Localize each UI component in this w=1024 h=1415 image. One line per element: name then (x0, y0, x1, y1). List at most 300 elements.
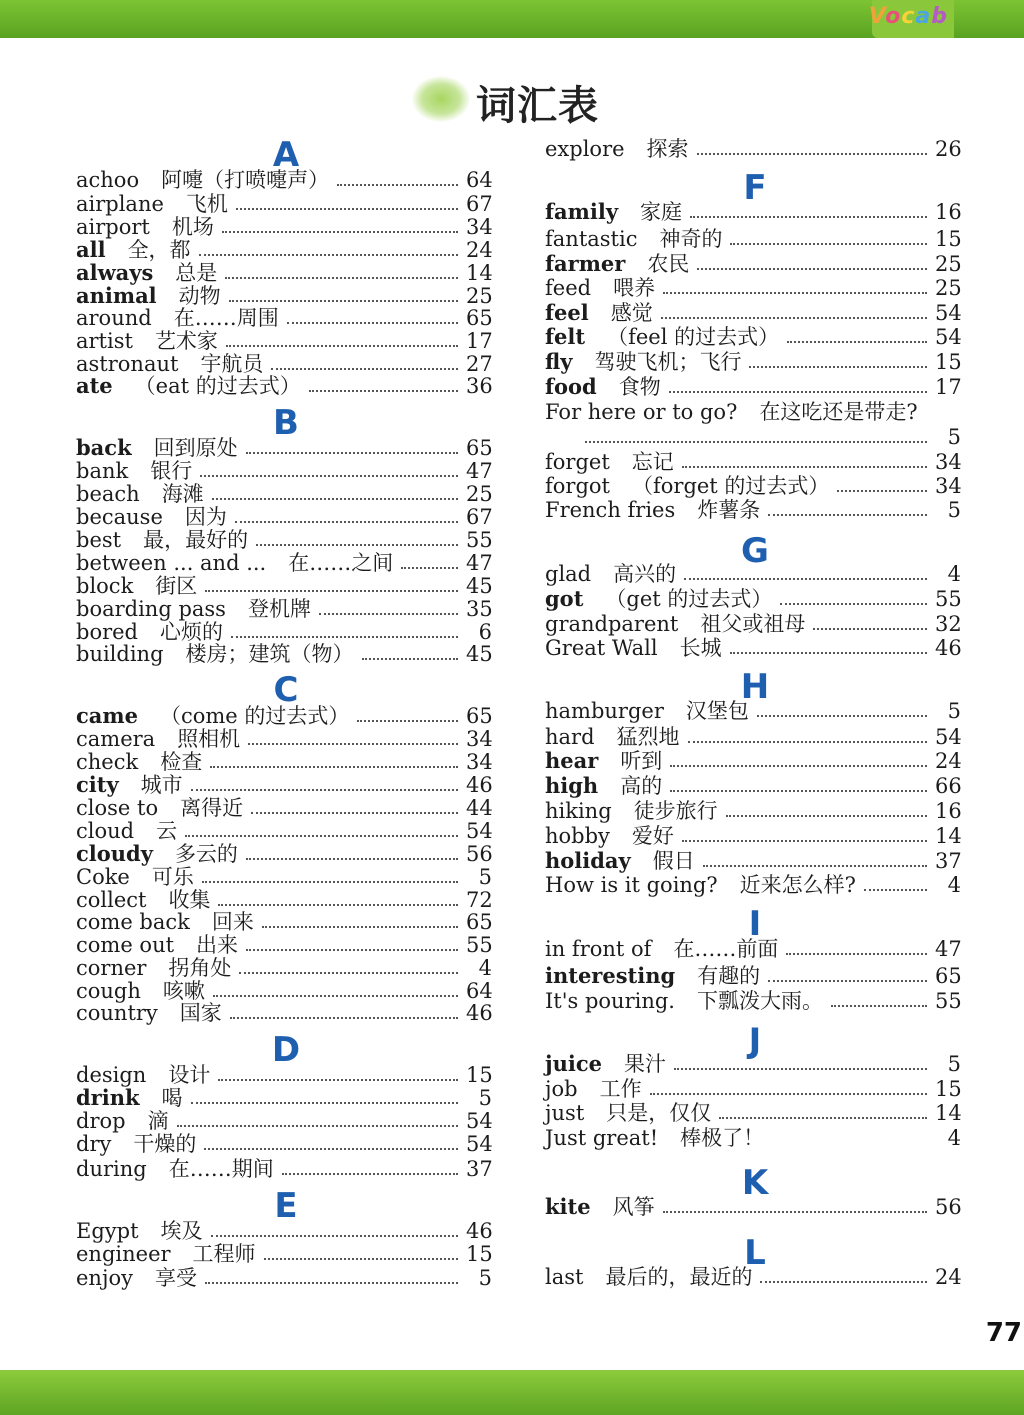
dot-leader (248, 743, 458, 745)
dot-leader (669, 391, 927, 393)
glossary-entry (545, 1126, 961, 1150)
glossary-entry (545, 1195, 961, 1219)
entry-word: Just great! (545, 1126, 659, 1150)
entry-word: during (76, 1157, 147, 1181)
section-letter: K (741, 1163, 769, 1203)
entry-page-number: 5 (947, 1052, 961, 1076)
entry-translation: （feel 的过去式） (607, 325, 780, 349)
entry-word: came (76, 703, 138, 728)
entry-page-number: 47 (466, 551, 493, 575)
dot-leader (199, 254, 458, 256)
dot-leader (337, 184, 458, 186)
entry-translation: 农民 (647, 252, 690, 276)
glossary-entry (545, 749, 961, 773)
glossary-entry (545, 474, 961, 498)
glossary-entry (76, 888, 492, 912)
glossary-entry (76, 352, 492, 376)
entry-translation: 在……之间 (288, 551, 394, 575)
glossary-entry (76, 1063, 492, 1087)
dot-leader (204, 1148, 458, 1150)
entry-page-number: 15 (935, 350, 962, 374)
entry-page-number: 15 (466, 1242, 493, 1266)
bottom-banner (0, 1370, 1024, 1415)
entry-translation: （forget 的过去式） (631, 474, 830, 498)
entry-translation: 登机牌 (247, 597, 311, 621)
series-logo: Vocab (868, 4, 948, 29)
entry-word: around (76, 306, 152, 330)
glossary-entry (76, 704, 492, 728)
entry-translation: 阿嚏（打喷嚏声） (161, 168, 330, 192)
entry-word: beach (76, 482, 140, 506)
entry-translation: 总是 (175, 261, 218, 285)
section-letter: B (273, 403, 299, 443)
entry-page-number: 65 (466, 910, 493, 934)
entry-page-number: 55 (466, 528, 493, 552)
glossary-entry (545, 799, 961, 823)
glossary-entry (545, 612, 961, 636)
entry-translation: 听到 (620, 749, 663, 773)
entry-translation: 探索 (646, 137, 689, 161)
entry-word: family (545, 199, 619, 224)
glossary-entry (76, 482, 492, 506)
entry-word: always (76, 260, 154, 285)
entry-word: feel (545, 300, 589, 325)
entry-translation: 滴 (147, 1109, 169, 1133)
dot-leader (239, 972, 458, 974)
entry-word: best (76, 528, 122, 552)
dot-leader (225, 277, 458, 279)
entry-word: animal (76, 283, 157, 308)
entry-word: kite (545, 1194, 591, 1219)
entry-word: drink (76, 1085, 140, 1110)
section-letter: A (272, 135, 300, 175)
entry-page-number: 25 (466, 284, 493, 308)
entry-page-number: 46 (466, 1219, 493, 1243)
entry-word: job (545, 1077, 578, 1101)
glossary-entry (76, 528, 492, 552)
glossary-entry (545, 200, 961, 224)
entry-translation: 埃及 (160, 1219, 203, 1243)
entry-page-number: 24 (466, 238, 493, 262)
glossary-entry (76, 642, 492, 666)
dot-leader (661, 317, 927, 319)
entry-translation: （eat 的过去式） (134, 374, 301, 398)
entry-translation: 在……周围 (173, 306, 279, 330)
entry-page-number: 55 (466, 933, 493, 957)
entry-translation: 忘记 (631, 450, 674, 474)
glossary-entry (545, 1077, 961, 1101)
dot-leader (213, 995, 458, 997)
entry-translation: 有趣的 (697, 964, 761, 988)
entry-page-number: 65 (466, 306, 493, 330)
entry-translation: 假日 (652, 849, 695, 873)
glossary-entry (545, 562, 961, 586)
dot-leader (682, 840, 927, 842)
entry-page-number: 65 (466, 436, 493, 460)
glossary-entry (545, 498, 961, 522)
dot-leader (650, 1093, 927, 1095)
entry-word: building (76, 642, 164, 666)
glossary-entry (76, 551, 492, 575)
dot-leader (688, 741, 927, 743)
entry-translation: （get 的过去式） (605, 587, 773, 611)
entry-word: airport (76, 215, 150, 239)
glossary-entry (76, 436, 492, 460)
dot-leader (357, 720, 458, 722)
glossary-entry (76, 910, 492, 934)
entry-translation: 驾驶飞机；飞行 (594, 350, 742, 374)
entry-translation: 最，最好的 (143, 528, 249, 552)
entry-translation: 炸薯条 (697, 498, 761, 522)
dot-leader (787, 341, 927, 343)
entry-translation: 因为 (184, 505, 227, 529)
entry-word: grandparent (545, 612, 679, 636)
glossary-entry (76, 1132, 492, 1156)
entry-word: ate (76, 373, 113, 398)
glossary-entry (76, 168, 492, 192)
dot-leader (864, 889, 927, 891)
entry-word: in front of (545, 937, 652, 961)
section-letter: I (748, 904, 762, 944)
glossary-entry (76, 1001, 492, 1025)
glossary-entry (545, 227, 961, 251)
entry-page-number: 67 (466, 192, 493, 216)
entry-page-number: 5 (478, 865, 492, 889)
entry-translation: 楼房；建筑（物） (185, 642, 354, 666)
entry-page-number: 5 (478, 1266, 492, 1290)
entry-translation: 艺术家 (154, 329, 218, 353)
section-letter: L (744, 1233, 766, 1273)
entry-page-number: 64 (466, 979, 493, 1003)
entry-page-number: 44 (466, 796, 493, 820)
dot-leader (226, 345, 458, 347)
glossary-entry (76, 329, 492, 353)
entry-word: check (76, 750, 139, 774)
entry-page-number: 54 (466, 1132, 493, 1156)
entry-page-number: 35 (466, 597, 493, 621)
dot-leader (212, 498, 458, 500)
glossary-entry (76, 574, 492, 598)
entry-word: holiday (545, 848, 631, 873)
entry-word: feed (545, 276, 592, 300)
glossary-entry (76, 727, 492, 751)
dot-leader (319, 613, 458, 615)
entry-word: explore (545, 137, 625, 161)
entry-page-number: 4 (947, 562, 961, 586)
dot-leader (271, 368, 458, 370)
entry-word: fly (545, 349, 573, 374)
entry-translation: 飞机 (185, 192, 228, 216)
dot-leader (256, 544, 458, 546)
entry-translation: 家庭 (640, 200, 683, 224)
entry-page-number: 5 (947, 699, 961, 723)
dot-leader (703, 865, 927, 867)
entry-page-number: 25 (935, 252, 962, 276)
glossary-entry (545, 137, 961, 161)
entry-translation: 机场 (171, 215, 214, 239)
glossary-entry (545, 774, 961, 798)
entry-word: Egypt (76, 1219, 139, 1243)
dot-leader (786, 953, 927, 955)
glossary-entry (76, 842, 492, 866)
entry-word: fantastic (545, 227, 638, 251)
entry-translation: 在……前面 (673, 937, 779, 961)
glossary-entry (545, 725, 961, 749)
glossary-entry (76, 1242, 492, 1266)
entry-translation: 在这吃还是带走? (759, 400, 918, 424)
dot-leader (780, 603, 927, 605)
entry-word: hard (545, 725, 595, 749)
section-letter: F (743, 168, 767, 208)
dot-leader (264, 1258, 458, 1260)
entry-translation: 食物 (618, 375, 661, 399)
dot-leader (749, 366, 927, 368)
dot-leader (218, 1079, 458, 1081)
glossary-entry (545, 252, 961, 276)
entry-page-number: 72 (466, 888, 493, 912)
dot-leader (309, 390, 458, 392)
entry-word: achoo (76, 168, 140, 192)
section-letter: D (271, 1030, 301, 1070)
entry-page-number: 16 (935, 799, 962, 823)
dot-leader (684, 578, 927, 580)
glossary-entry (76, 750, 492, 774)
entry-translation: 工程师 (192, 1242, 256, 1266)
entry-page-number: 25 (466, 482, 493, 506)
section-letter: J (748, 1021, 762, 1061)
dot-leader (205, 1282, 458, 1284)
glossary-entry (76, 284, 492, 308)
dot-leader (362, 658, 458, 660)
dot-leader (730, 652, 927, 654)
glossary-entry (76, 459, 492, 483)
glossary-entry (545, 937, 961, 961)
entry-page-number: 32 (935, 612, 962, 636)
entry-word: bored (76, 620, 138, 644)
entry-word: between ... and ... (76, 551, 267, 575)
entry-translation: 离得近 (180, 796, 244, 820)
glossary-entry (545, 1265, 961, 1289)
entry-page-number: 64 (466, 168, 493, 192)
entry-page-number: 24 (935, 1265, 962, 1289)
dot-leader (202, 881, 458, 883)
glossary-entry (545, 450, 961, 474)
entry-page-number: 5 (478, 1086, 492, 1110)
dot-leader (768, 980, 927, 982)
glossary-entry (545, 350, 961, 374)
entry-word: last (545, 1265, 584, 1289)
entry-page-number: 17 (935, 375, 962, 399)
entry-page-number: 54 (935, 301, 962, 325)
entry-page-number: 34 (466, 750, 493, 774)
dot-leader (218, 904, 458, 906)
entry-word: astronaut (76, 352, 179, 376)
entry-word: forget (545, 450, 610, 474)
entry-word: corner (76, 956, 147, 980)
entry-page-number: 65 (935, 964, 962, 988)
title-block (412, 70, 632, 130)
entry-translation: 在……期间 (168, 1157, 274, 1181)
dot-leader (246, 858, 458, 860)
dot-leader (768, 514, 927, 516)
entry-page-number: 54 (466, 819, 493, 843)
entry-translation: 街区 (155, 574, 198, 598)
entry-page-number: 34 (935, 474, 962, 498)
entry-translation: 海滩 (161, 482, 204, 506)
entry-word: got (545, 586, 584, 611)
dot-leader (222, 231, 458, 233)
entry-page-number: 4 (478, 956, 492, 980)
top-banner (0, 0, 1024, 38)
entry-page-number: 15 (935, 227, 962, 251)
glossary-entry (76, 1157, 492, 1181)
glossary-entry (76, 597, 492, 621)
dot-leader (682, 466, 927, 468)
entry-page-number: 17 (466, 329, 493, 353)
dot-leader (191, 789, 458, 791)
entry-word: felt (545, 324, 586, 349)
entry-translation: 回来 (211, 910, 254, 934)
entry-page-number: 15 (935, 1077, 962, 1101)
entry-translation: 宇航员 (200, 352, 264, 376)
entry-translation: 云 (156, 819, 178, 843)
entry-page-number: 47 (466, 459, 493, 483)
entry-translation: 汉堡包 (685, 699, 749, 723)
entry-translation: 拐角处 (168, 956, 232, 980)
dot-leader (177, 1125, 458, 1127)
entry-word: interesting (545, 963, 676, 988)
entry-translation: 可乐 (151, 865, 194, 889)
glossary-entry (545, 400, 961, 424)
entry-word: For here or to go? (545, 400, 738, 424)
glossary-entry (76, 979, 492, 1003)
entry-translation: 收集 (168, 888, 211, 912)
dot-leader (663, 292, 927, 294)
glossary-entry (545, 849, 961, 873)
entry-translation: 近来怎么样? (739, 873, 856, 897)
entry-page-number: 56 (466, 842, 493, 866)
glossary-entry (545, 1101, 961, 1125)
entry-word: hamburger (545, 699, 664, 723)
section-letter: C (273, 670, 299, 710)
entry-word: Coke (76, 865, 130, 889)
entry-translation: 喝 (161, 1086, 183, 1110)
entry-translation: 爱好 (631, 824, 674, 848)
entry-page-number: 67 (466, 505, 493, 529)
dot-leader (697, 153, 927, 155)
entry-word: block (76, 574, 134, 598)
dot-leader (719, 1117, 927, 1119)
glossary-entry (76, 261, 492, 285)
dot-leader (211, 1235, 458, 1237)
dot-leader (262, 926, 458, 928)
entry-word: airplane (76, 192, 164, 216)
dot-leader (282, 1173, 458, 1175)
entry-word: back (76, 435, 132, 460)
glossary-entry (76, 819, 492, 843)
entry-word: It's pouring. (545, 989, 675, 1013)
entry-page-number: 46 (935, 636, 962, 660)
entry-page-number: 4 (947, 873, 961, 897)
glossary-entry (76, 238, 492, 262)
entry-word: drop (76, 1109, 126, 1133)
dot-leader (663, 1211, 927, 1213)
page-title: 词汇表 (476, 83, 599, 129)
entry-translation: 银行 (150, 459, 193, 483)
entry-page-number: 45 (466, 574, 493, 598)
entry-page-number: 54 (466, 1109, 493, 1133)
entry-page-number: 37 (466, 1157, 493, 1181)
entry-page-number: 55 (935, 989, 962, 1013)
entry-page-number: 14 (935, 824, 962, 848)
entry-word: enjoy (76, 1266, 133, 1290)
entry-translation: 感觉 (610, 301, 653, 325)
entry-word: forgot (545, 474, 610, 498)
entry-word: hiking (545, 799, 612, 823)
glossary-entry (76, 1219, 492, 1243)
entry-page-number: 34 (466, 215, 493, 239)
dot-leader (585, 441, 927, 443)
glossary-entry (76, 215, 492, 239)
dot-leader (231, 636, 458, 638)
entry-page-number: 36 (466, 374, 493, 398)
glossary-entry (545, 301, 961, 325)
dot-leader (837, 490, 927, 492)
dot-leader (726, 815, 927, 817)
entry-page-number: 15 (466, 1063, 493, 1087)
entry-word: country (76, 1001, 158, 1025)
entry-translation: 高的 (620, 774, 663, 798)
glossary-entry (76, 1109, 492, 1133)
entry-page-number: 6 (478, 620, 492, 644)
entry-translation: 国家 (179, 1001, 222, 1025)
glossary-entry (76, 773, 492, 797)
section-letter: G (741, 531, 769, 571)
entry-page-number: 34 (466, 727, 493, 751)
entry-translation: 照相机 (177, 727, 241, 751)
glossary-entry (545, 824, 961, 848)
entry-word: just (545, 1101, 585, 1125)
glossary-entry (76, 933, 492, 957)
glossary-entry (76, 192, 492, 216)
dot-leader (757, 715, 927, 717)
dot-leader (246, 452, 458, 454)
entry-page-number: 65 (466, 704, 493, 728)
entry-translation: 最后的，最近的 (605, 1265, 753, 1289)
entry-translation: 高兴的 (613, 562, 677, 586)
entry-translation: （come 的过去式） (159, 704, 350, 728)
glossary-entry (545, 325, 961, 349)
dot-leader (191, 1102, 458, 1104)
glossary-entry (76, 956, 492, 980)
entry-page-number: 46 (466, 773, 493, 797)
glossary-entry (76, 1266, 492, 1290)
glossary-entry (545, 587, 961, 611)
entry-word: cloudy (76, 841, 153, 866)
entry-translation: 风筝 (612, 1195, 655, 1219)
dot-leader (200, 475, 458, 477)
dot-leader (251, 812, 458, 814)
dot-leader (831, 1005, 927, 1007)
dot-leader (236, 208, 458, 210)
entry-page-number: 24 (935, 749, 962, 773)
entry-word: design (76, 1063, 147, 1087)
entry-translation: 享受 (154, 1266, 197, 1290)
entry-translation: 回到原处 (153, 436, 238, 460)
entry-page-number: 55 (935, 587, 962, 611)
entry-translation: 只是，仅仅 (606, 1101, 712, 1125)
entry-page-number: 56 (935, 1195, 962, 1219)
